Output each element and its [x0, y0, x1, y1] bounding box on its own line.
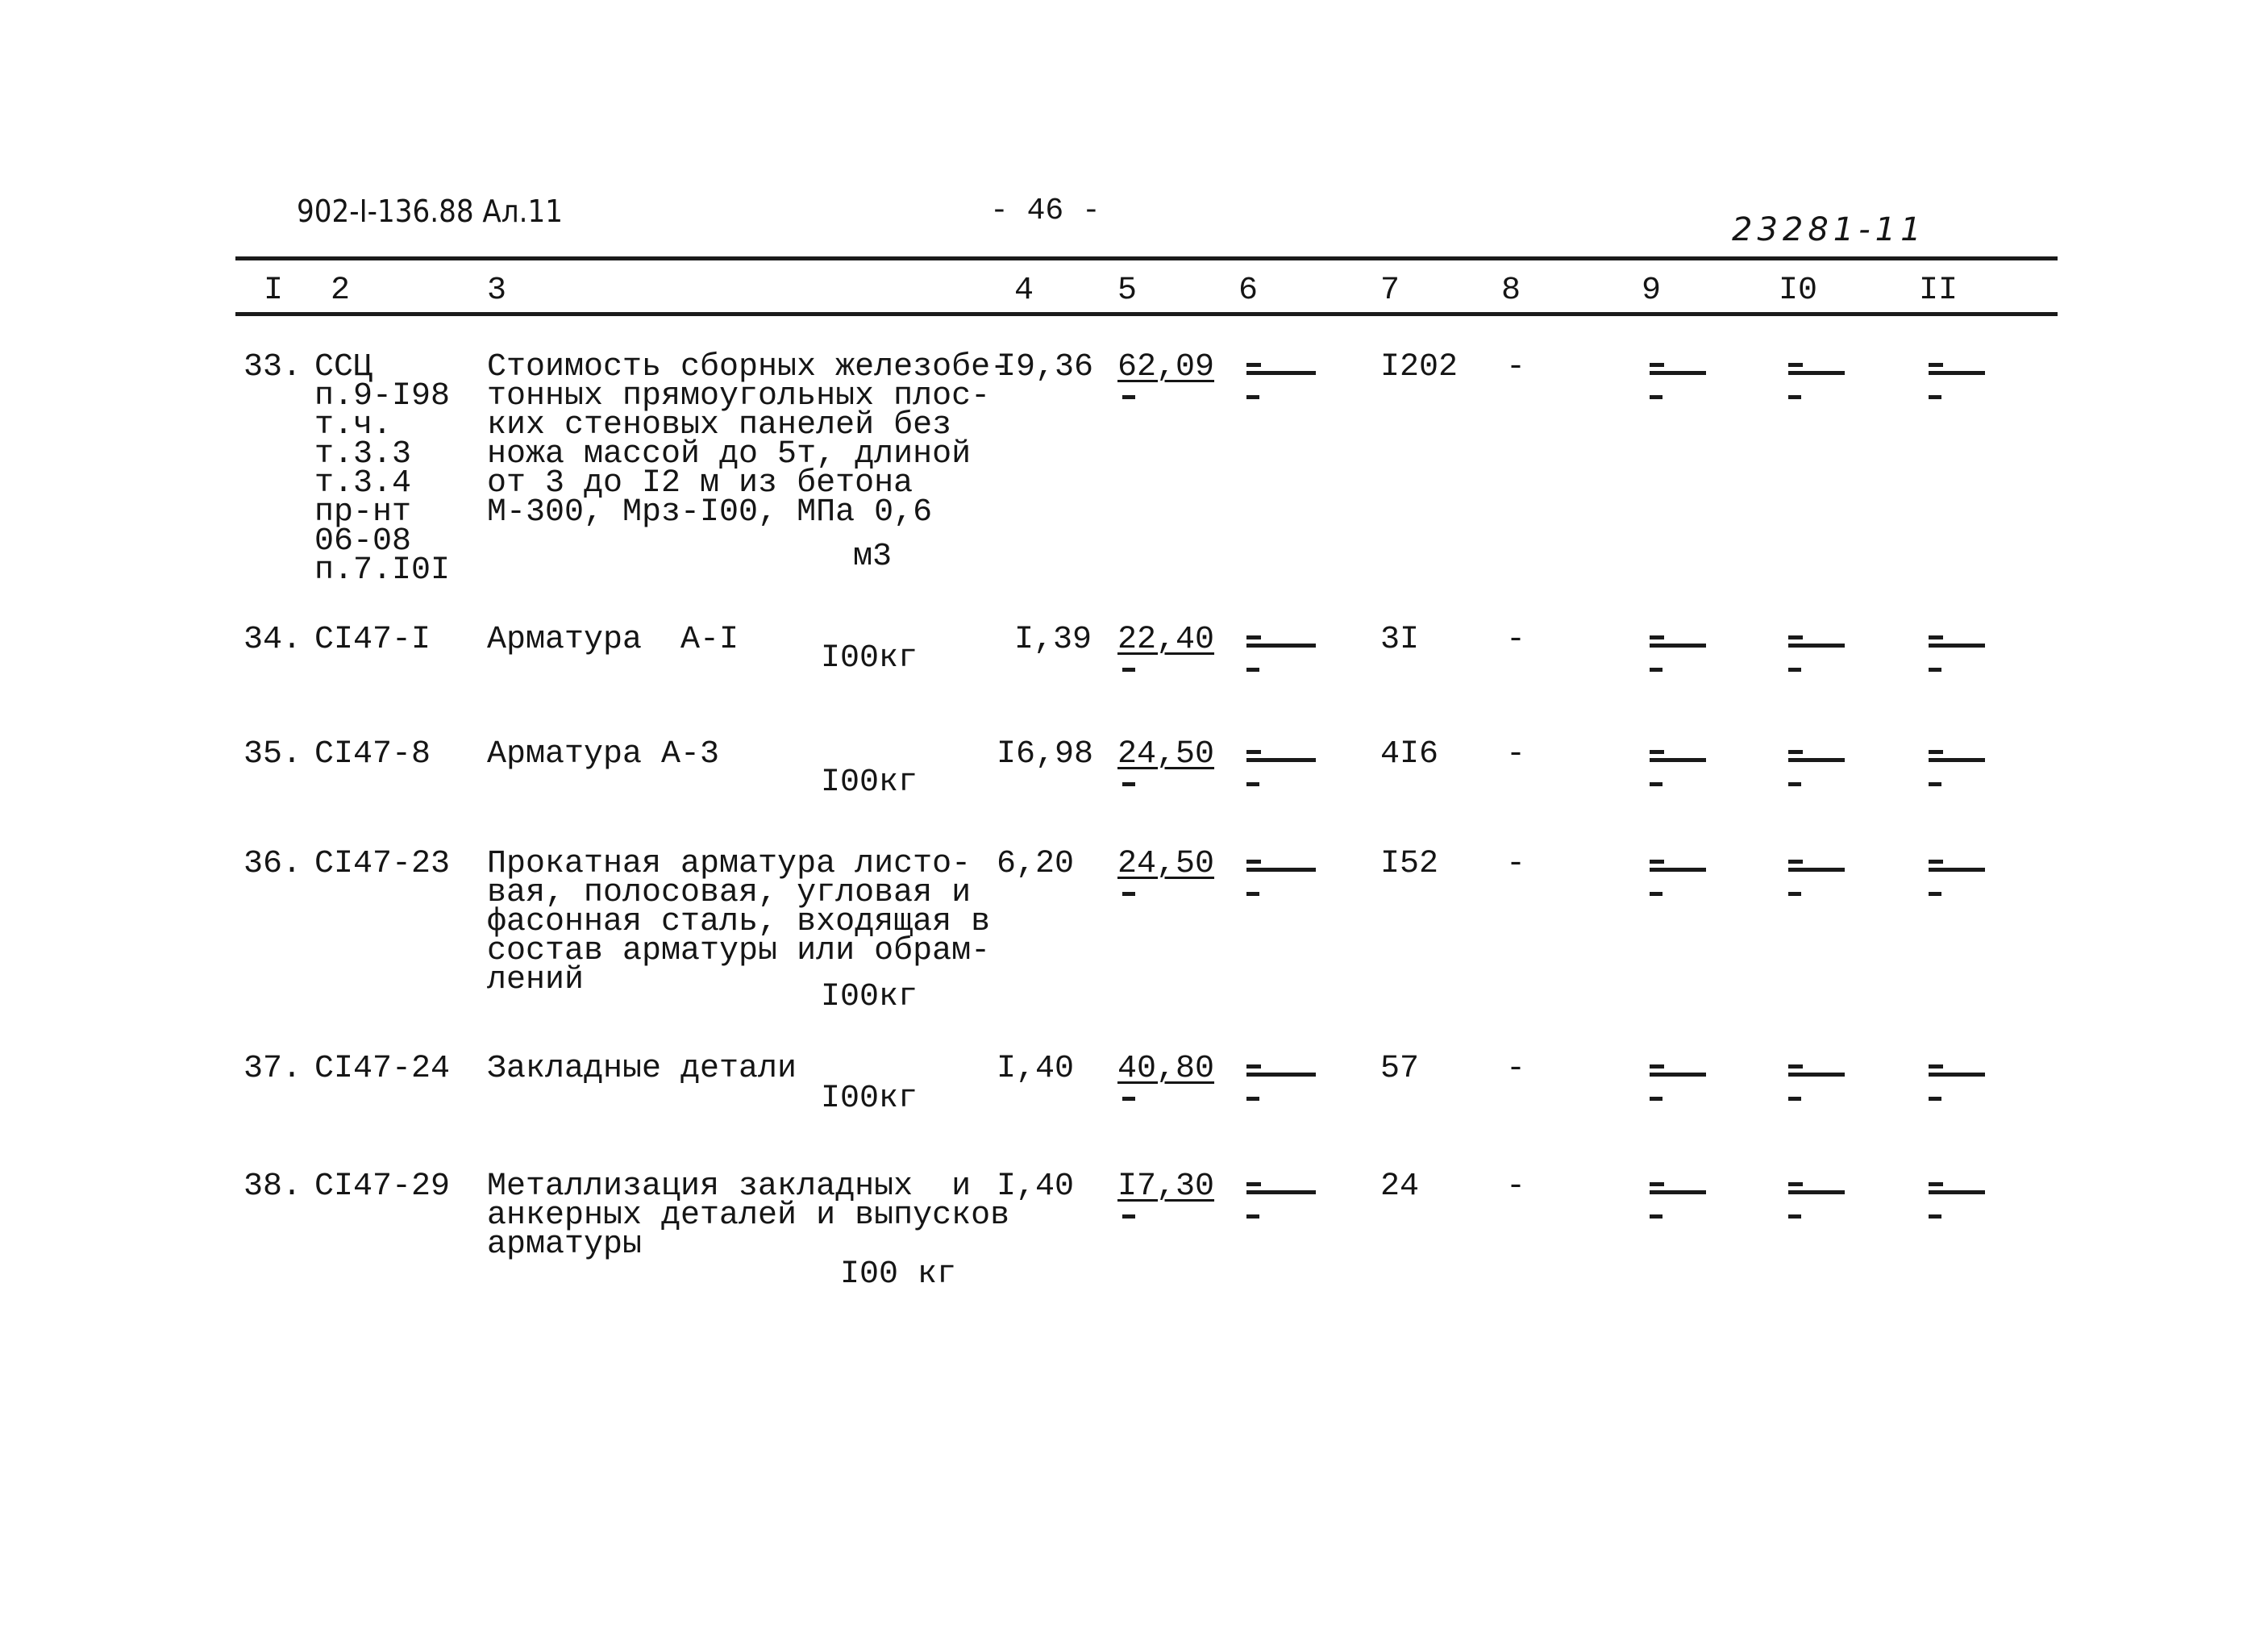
- ditto-dash: [1788, 860, 1803, 864]
- ditto-dash: [1246, 1182, 1261, 1186]
- ditto-dash: [1788, 635, 1803, 639]
- ditto-dash: [1246, 750, 1261, 754]
- page-number: - 46 -: [990, 194, 1101, 228]
- row-unit-price: 40,80: [1117, 1051, 1215, 1087]
- ditto-underline: [1929, 868, 1985, 872]
- ditto-dash: [1929, 395, 1941, 399]
- row-quantity: I,40: [997, 1051, 1075, 1087]
- ditto-dash: [1929, 1097, 1941, 1101]
- row-unit: I00кг: [821, 764, 918, 801]
- document-code: 902-I-136.88 Ал.11: [297, 194, 564, 229]
- column-header-11: II: [1919, 273, 1958, 309]
- ditto-dash: [1788, 363, 1803, 367]
- ditto-dash: [1650, 782, 1663, 786]
- ditto-underline: [1788, 1190, 1845, 1194]
- row-quantity: I,39: [1014, 622, 1092, 658]
- row-number: 38.: [243, 1169, 302, 1205]
- ditto-dash: [1122, 395, 1135, 399]
- ditto-dash: [1246, 860, 1261, 864]
- ditto-dash: [1788, 395, 1801, 399]
- ditto-dash: [1788, 1097, 1801, 1101]
- ditto-underline: [1246, 1190, 1316, 1194]
- row-total: 4I6: [1380, 736, 1439, 773]
- row-unit: I00кг: [821, 979, 918, 1015]
- row-code: CI47-29: [314, 1169, 451, 1205]
- ditto-dash: [1929, 635, 1943, 639]
- ditto-dash: [1246, 668, 1259, 672]
- ditto-dash: [1650, 860, 1664, 864]
- column-header-3: 3: [487, 273, 507, 309]
- ditto-dash: [1650, 750, 1664, 754]
- column-header-1: I: [264, 273, 284, 309]
- ditto-dash: [1122, 892, 1135, 896]
- column-header-7: 7: [1380, 273, 1400, 309]
- row-description: Закладные детали: [487, 1051, 797, 1087]
- row-quantity: 6,20: [997, 846, 1075, 882]
- row-total: 24: [1380, 1169, 1420, 1205]
- row-unit-price: 22,40: [1117, 622, 1215, 658]
- ditto-dash: [1650, 1182, 1664, 1186]
- row-total: I52: [1380, 846, 1439, 882]
- row-col8: -: [1506, 846, 1526, 882]
- ditto-dash: [1650, 1064, 1664, 1069]
- ditto-dash: [1788, 668, 1801, 672]
- ditto-underline: [1650, 758, 1706, 762]
- row-total: I202: [1380, 349, 1459, 385]
- ditto-underline: [1929, 758, 1985, 762]
- ditto-dash: [1929, 860, 1943, 864]
- ditto-underline: [1788, 644, 1845, 648]
- ditto-dash: [1929, 668, 1941, 672]
- ditto-dash: [1650, 635, 1664, 639]
- column-header-9: 9: [1642, 273, 1662, 309]
- column-header-2: 2: [331, 273, 351, 309]
- row-total: 3I: [1380, 622, 1420, 658]
- ditto-underline: [1788, 371, 1845, 375]
- row-code: CI47-23: [314, 846, 451, 882]
- column-header-5: 5: [1117, 273, 1138, 309]
- ditto-dash: [1929, 363, 1943, 367]
- ditto-underline: [1650, 1073, 1706, 1077]
- ditto-dash: [1788, 1064, 1803, 1069]
- row-unit-price: 62,09: [1117, 349, 1215, 385]
- ditto-dash: [1122, 1097, 1135, 1101]
- inventory-number: 23281-11: [1732, 211, 1926, 248]
- row-unit-price: 24,50: [1117, 736, 1215, 773]
- ditto-dash: [1650, 363, 1664, 367]
- row-description: Стоимость сборных железобе- тонных прямоугольных плос- ких стеновых панелей без ножа массой до 5т, длиной от 3 до I2 м из бетона М-300, Мрз-I00, МПа 0,6: [487, 349, 1010, 531]
- row-total: 57: [1380, 1051, 1420, 1087]
- ditto-underline: [1929, 644, 1985, 648]
- row-col8: -: [1506, 1051, 1526, 1087]
- ditto-dash: [1650, 1214, 1663, 1219]
- ditto-underline: [1246, 1073, 1316, 1077]
- row-unit: м3: [853, 539, 893, 575]
- row-number: 35.: [243, 736, 302, 773]
- row-unit: I00кг: [821, 640, 918, 677]
- ditto-underline: [1246, 868, 1316, 872]
- row-description: Арматура А-3: [487, 736, 720, 773]
- row-code: CI47-24: [314, 1051, 451, 1087]
- ditto-underline: [1788, 868, 1845, 872]
- row-unit: I00 кг: [840, 1256, 957, 1293]
- row-number: 37.: [243, 1051, 302, 1087]
- ditto-dash: [1122, 668, 1135, 672]
- column-header-10: I0: [1779, 273, 1818, 309]
- ditto-dash: [1246, 1097, 1259, 1101]
- ditto-dash: [1650, 892, 1663, 896]
- row-unit: I00кг: [821, 1081, 918, 1117]
- ditto-underline: [1929, 1073, 1985, 1077]
- ditto-underline: [1246, 758, 1316, 762]
- ditto-underline: [1650, 371, 1706, 375]
- column-header-6: 6: [1238, 273, 1259, 309]
- row-code: CI47-I: [314, 622, 431, 658]
- row-quantity: I9,36: [997, 349, 1094, 385]
- ditto-underline: [1650, 644, 1706, 648]
- ditto-underline: [1788, 1073, 1845, 1077]
- row-col8: -: [1506, 349, 1526, 385]
- ditto-dash: [1122, 782, 1135, 786]
- row-description: Арматура А-I: [487, 622, 739, 658]
- row-unit-price: I7,30: [1117, 1169, 1215, 1205]
- row-col8: -: [1506, 622, 1526, 658]
- ditto-dash: [1929, 1064, 1943, 1069]
- ditto-underline: [1246, 371, 1316, 375]
- row-number: 33.: [243, 349, 302, 385]
- row-col8: -: [1506, 736, 1526, 773]
- row-description: Металлизация закладных и анкерных деталей и выпусков арматуры: [487, 1169, 1010, 1263]
- ditto-dash: [1246, 363, 1261, 367]
- ditto-dash: [1929, 782, 1941, 786]
- ditto-dash: [1122, 1214, 1135, 1219]
- column-header-8: 8: [1501, 273, 1521, 309]
- ditto-dash: [1650, 668, 1663, 672]
- column-header-4: 4: [1014, 273, 1034, 309]
- row-number: 36.: [243, 846, 302, 882]
- row-quantity: I,40: [997, 1169, 1075, 1205]
- ditto-dash: [1788, 1214, 1801, 1219]
- ditto-dash: [1246, 395, 1259, 399]
- ditto-dash: [1929, 1182, 1943, 1186]
- ditto-underline: [1788, 758, 1845, 762]
- row-number: 34.: [243, 622, 302, 658]
- row-unit-price: 24,50: [1117, 846, 1215, 882]
- ditto-underline: [1929, 1190, 1985, 1194]
- ditto-underline: [1929, 371, 1985, 375]
- row-code: CI47-8: [314, 736, 431, 773]
- row-quantity: I6,98: [997, 736, 1094, 773]
- row-code: ССЦ п.9-I98 т.ч. т.3.3 т.3.4 пр-нт 06-08 п.7.I0I: [314, 349, 451, 589]
- ditto-dash: [1929, 1214, 1941, 1219]
- row-col8: -: [1506, 1169, 1526, 1205]
- ditto-underline: [1246, 644, 1316, 648]
- ditto-dash: [1788, 1182, 1803, 1186]
- ditto-dash: [1788, 750, 1803, 754]
- ditto-dash: [1246, 1064, 1261, 1069]
- ditto-dash: [1246, 1214, 1259, 1219]
- ditto-underline: [1650, 1190, 1706, 1194]
- ditto-underline: [1650, 868, 1706, 872]
- ditto-dash: [1788, 782, 1801, 786]
- row-description: Прокатная арматура листо- вая, полосовая, угловая и фасонная сталь, входящая в состав арматуры или обрам- лений: [487, 846, 991, 998]
- ditto-dash: [1246, 782, 1259, 786]
- ditto-dash: [1650, 395, 1663, 399]
- table-header-rule: [235, 312, 2058, 316]
- ditto-dash: [1929, 750, 1943, 754]
- table-top-rule: [235, 256, 2058, 260]
- ditto-dash: [1246, 892, 1259, 896]
- ditto-dash: [1246, 635, 1261, 639]
- ditto-dash: [1650, 1097, 1663, 1101]
- ditto-dash: [1788, 892, 1801, 896]
- ditto-dash: [1929, 892, 1941, 896]
